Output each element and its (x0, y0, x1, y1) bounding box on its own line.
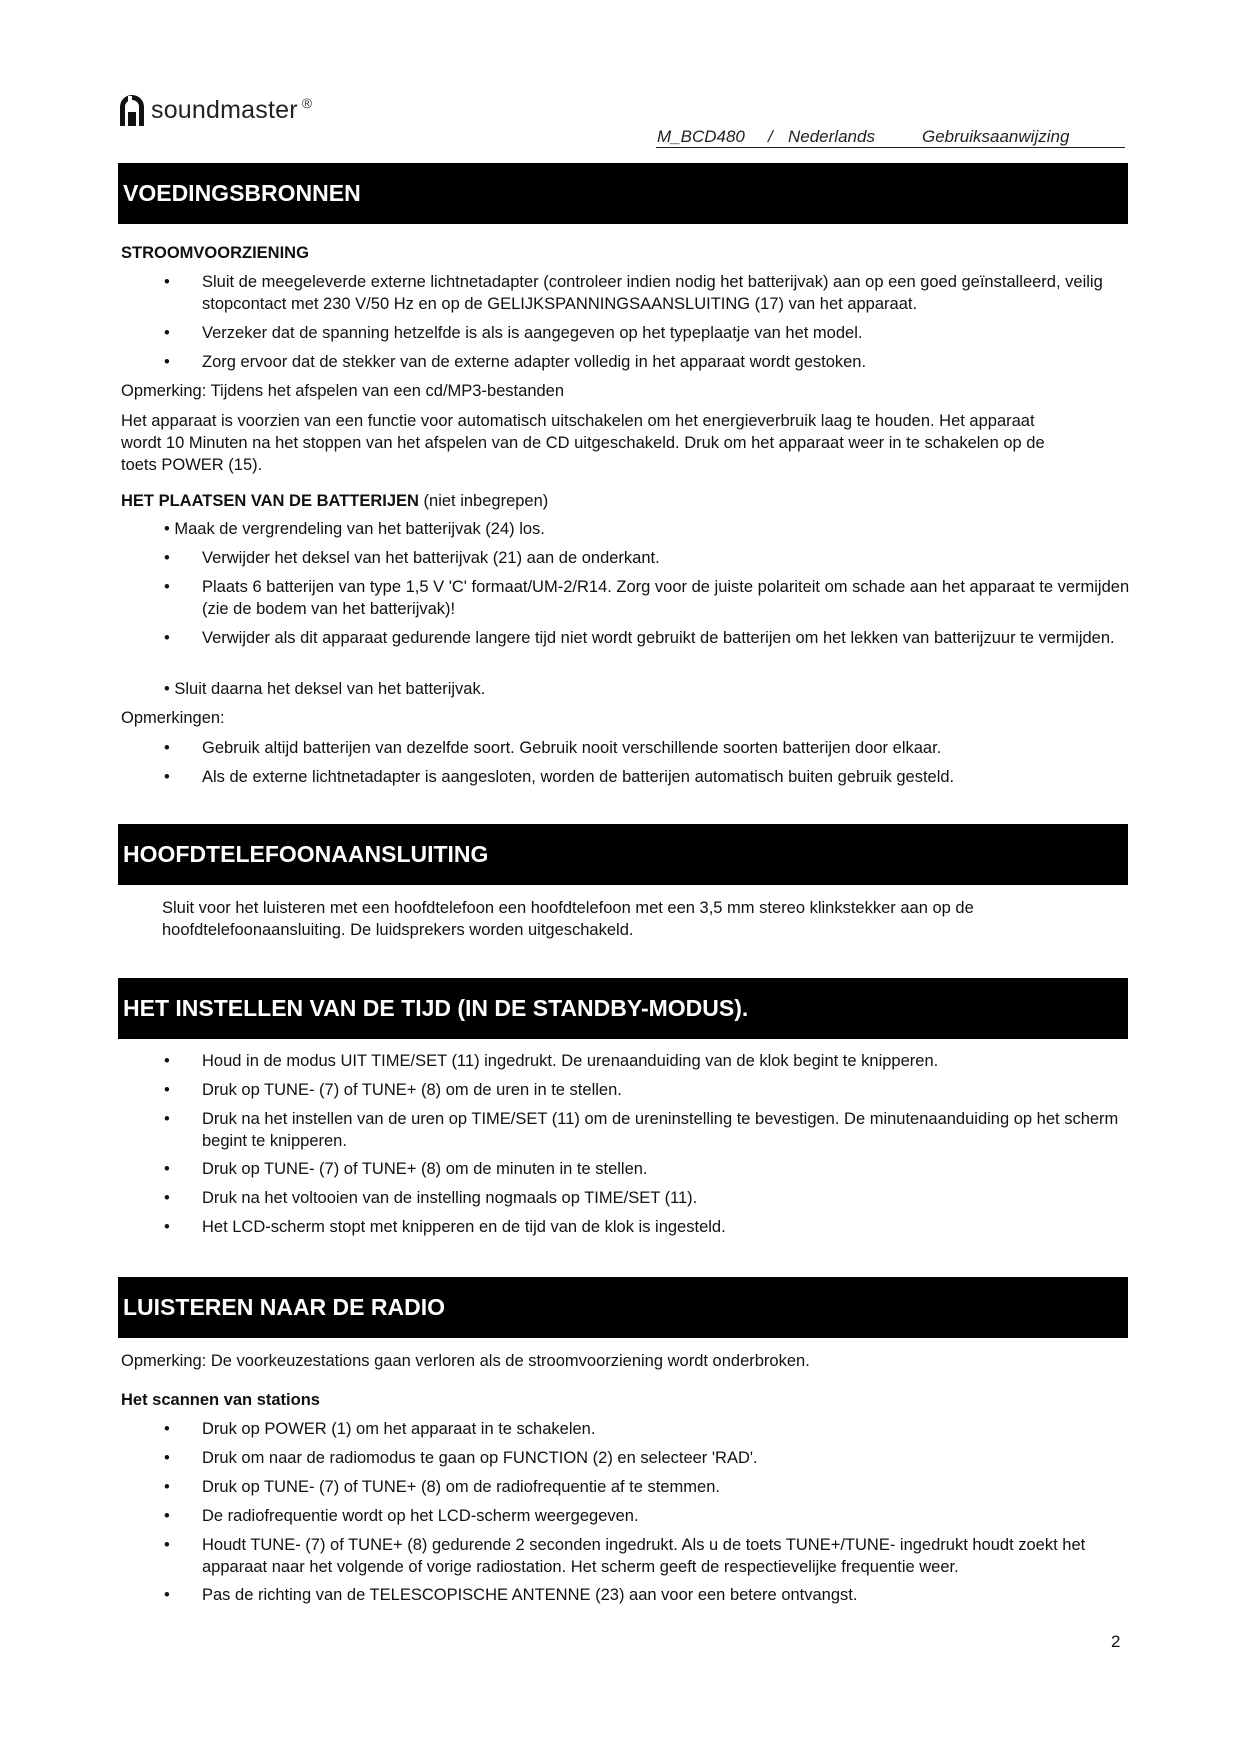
document-header (656, 125, 1125, 148)
page-number: 2 (1111, 1632, 1121, 1651)
section-title-voedingsbronnen: VOEDINGSBRONNEN (118, 163, 1128, 224)
brand-name: soundmaster (151, 95, 298, 124)
section-title-time-setting: HET INSTELLEN VAN DE TIJD (IN DE STANDBY-MODUS). (118, 978, 1128, 1039)
registered-mark: ® (301, 95, 313, 111)
section-title-headphones: HOOFDTELEFOONAANSLUITING (118, 824, 1128, 885)
brand-logo (117, 90, 312, 130)
header-separator: / (768, 127, 773, 146)
paragraph-line: toets POWER (15). (121, 456, 263, 474)
subheading-stroomvoorziening: STROOMVOORZIENING (121, 244, 309, 262)
note-playback: Opmerking: Tijdens het afspelen van een cd/MP3-bestanden (121, 382, 565, 400)
paragraph-line: Het apparaat is voorzien van een functie voor automatisch uitschakelen om het energieverbruik laag te houden. Het apparaat (121, 412, 1035, 430)
list-item: • Maak de vergrendeling van het batterijvak (24) los. (164, 520, 545, 538)
subheading-scanning: Het scannen van stations (121, 1391, 320, 1409)
paragraph-line: hoofdtelefoonaansluiting. De luidsprekers worden uitgeschakeld. (162, 921, 634, 939)
notes-label: Opmerkingen: (121, 709, 225, 727)
model-number: M_BCD480 (657, 127, 745, 146)
note-presets: Opmerking: De voorkeuzestations gaan verloren als de stroomvoorziening wordt onderbroken. (121, 1352, 810, 1370)
document-type: Gebruiksaanwijzing (922, 127, 1070, 146)
soundmaster-logo-icon (117, 93, 147, 127)
list-item: • Sluit daarna het deksel van het batterijvak. (164, 680, 486, 698)
language: Nederlands (788, 127, 875, 146)
paragraph-line: Sluit voor het luisteren met een hoofdtelefoon een hoofdtelefoon met een 3,5 mm stereo klinkstekker aan op de (162, 899, 974, 917)
section-title-radio: LUISTEREN NAAR DE RADIO (118, 1277, 1128, 1338)
subheading-batteries: HET PLAATSEN VAN DE BATTERIJEN (niet inbegrepen) (121, 492, 549, 510)
paragraph-line: wordt 10 Minuten na het stoppen van het afspelen van de CD uitgeschakeld. Druk om het apparaat weer in te schakelen op de (121, 434, 1045, 452)
